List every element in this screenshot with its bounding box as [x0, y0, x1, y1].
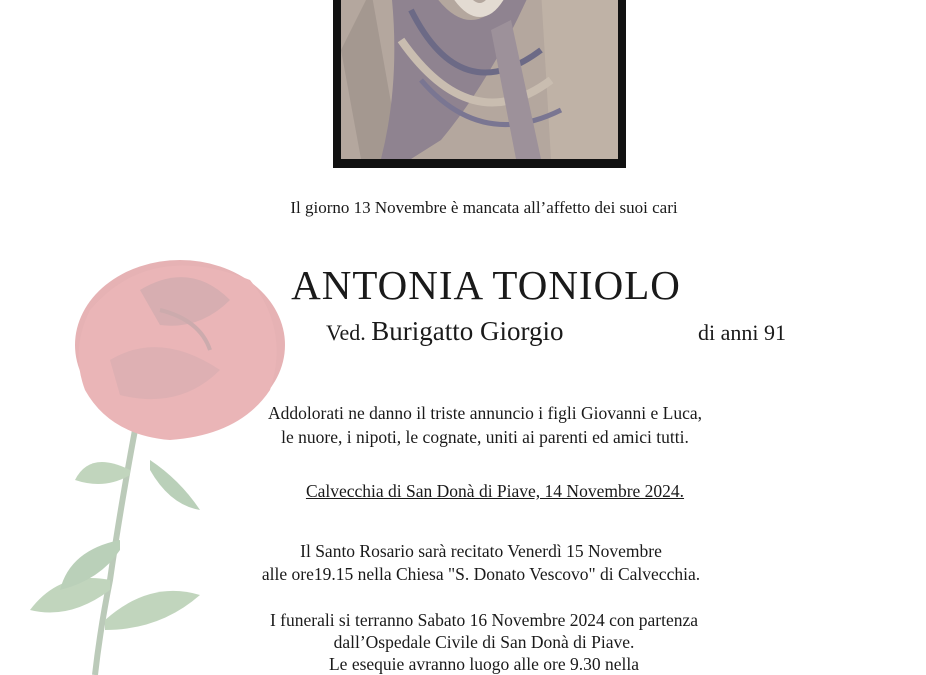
portrait-photo-frame — [333, 0, 626, 168]
funeral-paragraph — [0, 609, 926, 675]
rosary-paragraph — [0, 540, 926, 586]
deceased-name: ANTONIA TONIOLO — [291, 262, 681, 308]
announcement-line: Addolorati ne danno il triste annuncio i figli Giovanni e Luca, — [268, 403, 702, 423]
spouse-name: Burigatto Giorgio — [371, 316, 564, 346]
rosary-line: Il Santo Rosario sarà recitato Venerdì 15 Novembre — [300, 541, 662, 561]
age-text: di anni 91 — [698, 320, 786, 345]
rosary-line: alle ore19.15 nella Chiesa "S. Donato Vescovo" di Calvecchia. — [261, 564, 701, 584]
widow-of-line — [326, 316, 563, 347]
ved-prefix: Ved. — [326, 320, 366, 345]
scarf-illustration — [341, 0, 618, 159]
portrait-photo — [341, 0, 618, 159]
funeral-line: dall’Ospedale Civile di San Donà di Piave. — [333, 632, 635, 652]
announcement-paragraph — [0, 401, 926, 449]
intro-text: Il giorno 13 Novembre è mancata all’affetto dei suoi cari — [290, 198, 678, 217]
announcement-line: le nuore, i nipoti, le cognate, uniti ai parenti ed amici tutti. — [281, 427, 689, 447]
funeral-line: I funerali si terranno Sabato 16 Novembre 2024 con partenza — [269, 610, 699, 630]
funeral-line: Le esequie avranno luogo alle ore 9.30 nella — [328, 654, 640, 674]
place-date: Calvecchia di San Donà di Piave, 14 Novembre 2024. — [305, 481, 685, 501]
